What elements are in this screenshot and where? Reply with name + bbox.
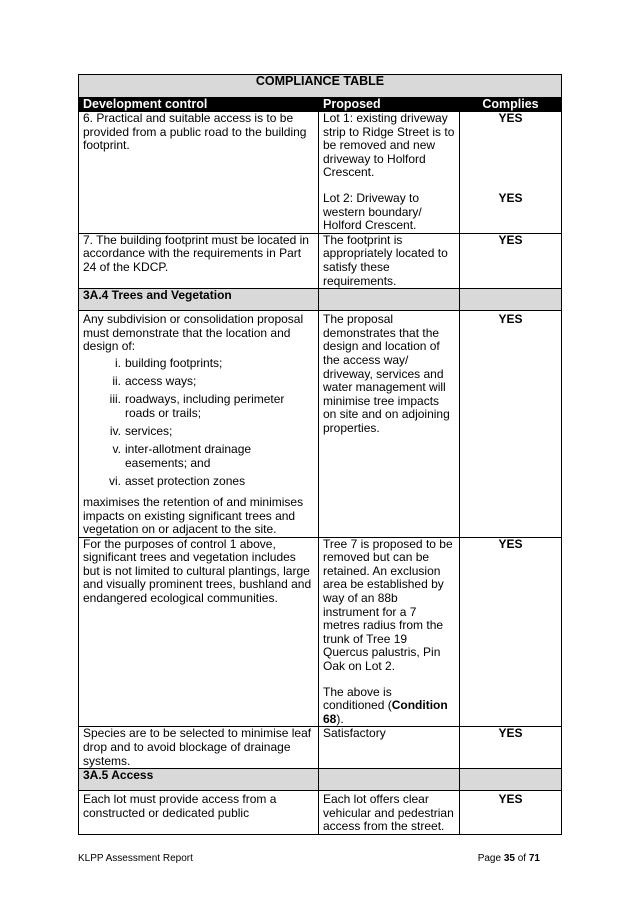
control-cell: For the purposes of control 1 above, significant trees and vegetation includes but is not limited to cultural plantings, large and visually prominent trees, bushland and endangered ecological communities.: [79, 537, 319, 727]
table-row: [79, 791, 562, 835]
control-intro: Any subdivision or consolidation proposal must demonstrate that the location and design of:: [83, 312, 304, 354]
control-cell: 6. Practical and suitable access is to be provided from a public road to the building footprint.: [79, 112, 319, 234]
list-item: i. building footprints;: [115, 355, 223, 370]
complies-cell: YES: [460, 233, 562, 288]
table-row: [79, 311, 562, 538]
proposed-text: The above is conditioned (Condition 68).: [323, 684, 448, 726]
table-row: [79, 112, 562, 234]
proposed-cell: Satisfactory: [319, 727, 460, 769]
proposed-cell: The proposal demonstrates that the design and location of the access way/ driveway, services and water management will minimise tree impacts on site and on adjoining properties.: [319, 311, 460, 538]
complies-cell: [460, 112, 562, 234]
list-item: ii. access ways;: [112, 373, 197, 388]
complies-cell: YES: [460, 537, 562, 727]
table-row: [79, 727, 562, 769]
complies-cell: YES: [460, 311, 562, 538]
proposed-cell: The footprint is appropriately located to satisfy these requirements.: [319, 233, 460, 288]
section-heading: 3A.4 Trees and Vegetation: [79, 289, 319, 311]
section-heading: 3A.5 Access: [79, 769, 319, 791]
compliance-table: [78, 74, 562, 835]
condition-reference: Condition 68: [323, 698, 448, 726]
control-cell: 7. The building footprint must be located in accordance with the requirements in Part 24 of the KDCP.: [79, 233, 319, 288]
control-cell: [79, 311, 319, 538]
section-row-trees: [79, 289, 562, 311]
complies-value: YES: [498, 190, 523, 205]
header-complies: Complies: [460, 98, 562, 112]
proposed-cell: [319, 537, 460, 727]
table-row: [79, 233, 562, 288]
complies-value: YES: [498, 111, 523, 125]
table-title: COMPLIANCE TABLE: [79, 75, 562, 98]
control-cell: Each lot must provide access from a constructed or dedicated public: [79, 791, 319, 835]
proposed-text: Tree 7 is proposed to be removed but can be retained. An exclusion area be established by way of an 88b instrument for a 7 metres radius from the trunk of Tree 19 Quercus palustris, Pin Oak on Lot 2.: [323, 536, 453, 674]
list-item: v. inter-allotment drainage easements; and: [112, 441, 252, 470]
table-header-row: [79, 98, 562, 112]
footer-page-number: Page 35 of 71: [477, 853, 540, 864]
complies-cell: YES: [460, 791, 562, 835]
section-row-access: [79, 769, 562, 791]
proposed-text: Lot 1: existing driveway strip to Ridge Street is to be removed and new driveway to Holford Crescent.: [323, 111, 455, 180]
list-item: iv. services;: [109, 423, 173, 438]
table-row: [79, 537, 562, 727]
control-list: [83, 356, 314, 488]
proposed-cell: [319, 112, 460, 234]
footer-report-name: KLPP Assessment Report: [78, 853, 193, 864]
complies-cell: YES: [460, 727, 562, 769]
list-item: vi. asset protection zones: [109, 473, 246, 488]
control-cell: Species are to be selected to minimise leaf drop and to avoid blockage of drainage systems.: [79, 727, 319, 769]
list-item: iii. roadways, including perimeter roads or trails;: [109, 391, 285, 420]
control-outro: maximises the retention of and minimises impacts on existing significant trees and vegetation on or adjacent to the site.: [83, 494, 304, 537]
header-proposed: Proposed: [319, 98, 460, 112]
proposed-text: Lot 2: Driveway to western boundary/ Holford Crescent.: [323, 190, 422, 233]
header-development-control: Development control: [79, 98, 319, 112]
proposed-cell: Each lot offers clear vehicular and pedestrian access from the street.: [319, 791, 460, 835]
table-title-row: [79, 75, 562, 98]
